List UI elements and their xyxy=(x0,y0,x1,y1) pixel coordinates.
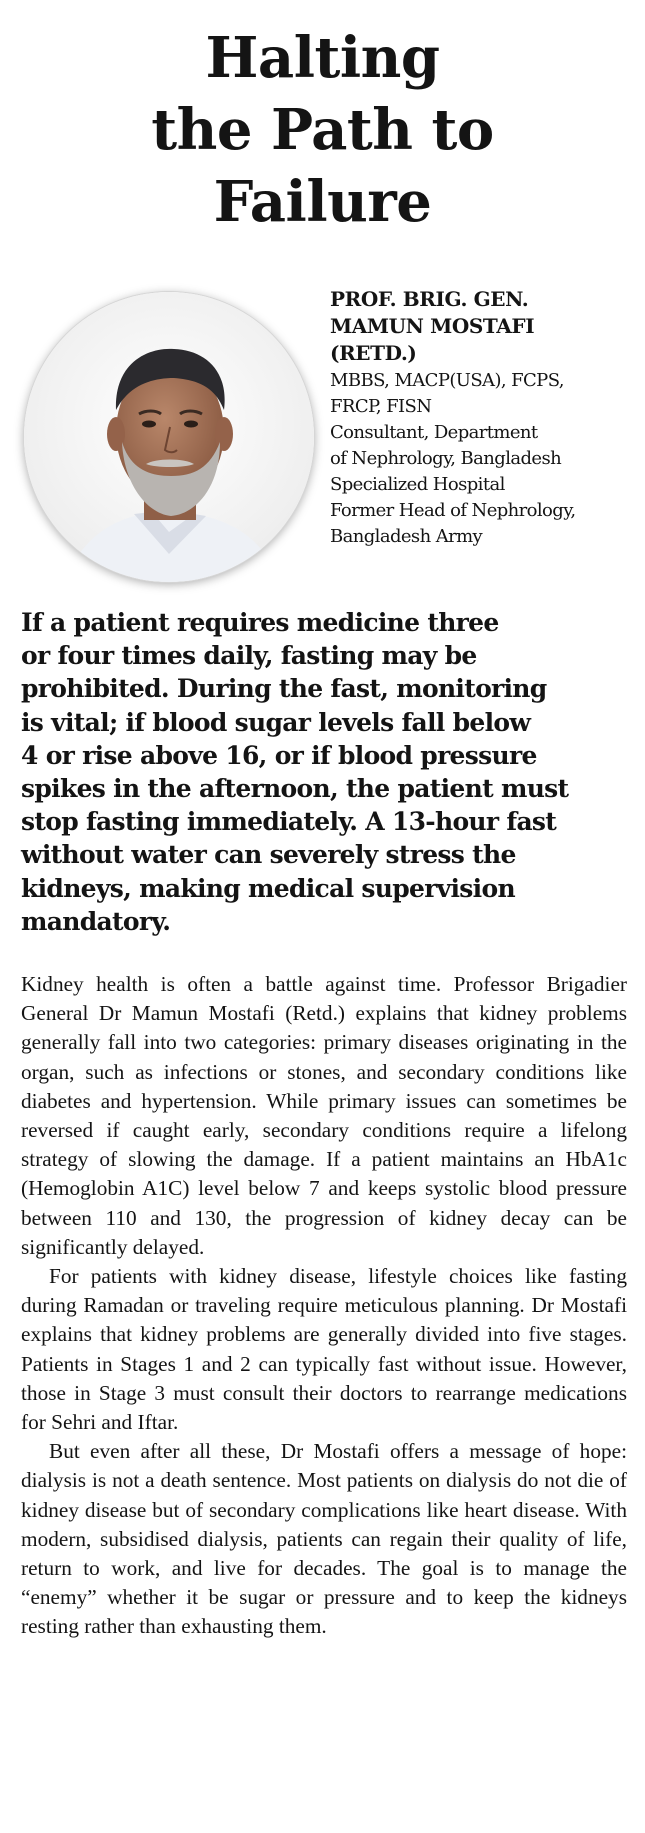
author-photo xyxy=(24,292,314,582)
credential-line: Former Head of Nephrology, xyxy=(330,500,576,521)
credential-line: MBBS, MACP(USA), FCPS, xyxy=(330,370,564,391)
body-paragraph-3: But even after all these, Dr Mostafi offers a message of hope: dialysis is not a death sentence. Most patients on dialysis do not die of kidney disease but of secondary complications like heart disease. With modern, subsidised dialysis, patients can regain their quality of life, return to work, and live for decades. The goal is to manage the “enemy” whether it be sugar or pressure and to keep the kidneys resting rather than exhausting them. xyxy=(21,1439,627,1639)
pull-quote-line: is vital; if blood sugar levels fall below xyxy=(21,707,531,737)
body-paragraph-1: Kidney health is often a battle against time. Professor Brigadier General Dr Mamun Mostafi (Retd.) explains that kidney problems generally fall into two categories: primary diseases originating in the organ, such as infections or stones, and secondary conditions like diabetes and hypertension. While primary issues can sometimes be reversed if caught early, secondary conditions require a lifelong strategy of slowing the damage. If a patient maintains an HbA1c (Hemoglobin A1C) level below 7 and keeps systolic blood pressure between 110 and 130, the progression of kidney decay can be significantly delayed. xyxy=(21,972,627,1259)
body-paragraph-2: For patients with kidney disease, lifestyle choices like fasting during Ramadan or traveling require meticulous planning. Dr Mostafi explains that kidney problems are generally divided into five stages. Patients in Stages 1 and 2 can typically fast without issue. However, those in Stage 3 must consult their doctors to rearrange medications for Sehri and Iftar. xyxy=(21,1264,627,1435)
pull-quote-line: mandatory. xyxy=(21,906,171,936)
pull-quote-line: If a patient requires medicine three xyxy=(21,608,499,637)
credential-line: Specialized Hospital xyxy=(330,474,505,495)
article-headline xyxy=(0,22,645,238)
author-portrait xyxy=(24,292,314,582)
pull-quote-line: stop fasting immediately. A 13-hour fast xyxy=(21,807,557,837)
headline-line-3: Failure xyxy=(213,169,432,235)
credential-line: Consultant, Department xyxy=(330,422,538,443)
headline-line-2: the Path to xyxy=(151,97,494,163)
credential-line: of Nephrology, Bangladesh xyxy=(330,448,562,469)
credential-line: FRCP, FISN xyxy=(330,396,432,417)
pull-quote-line: or four times daily, fasting may be xyxy=(21,641,477,671)
author-byline xyxy=(330,286,635,550)
pull-quote-line: 4 or rise above 16, or if blood pressure xyxy=(21,740,537,770)
pull-quote-line: prohibited. During the fast, monitoring xyxy=(21,674,547,704)
pull-quote xyxy=(21,606,631,938)
author-name-line-1: PROF. BRIG. GEN. xyxy=(330,287,529,311)
author-name-line-2: MAMUN MOSTAFI xyxy=(330,314,535,338)
author-name-line-3: (RETD.) xyxy=(330,341,417,365)
pull-quote-line: kidneys, making medical supervision xyxy=(21,873,515,903)
author-name xyxy=(330,286,635,367)
pull-quote-line: without water can severely stress the xyxy=(21,840,516,870)
credential-line: Bangladesh Army xyxy=(330,526,483,547)
author-credentials xyxy=(330,368,635,550)
pull-quote-line: spikes in the afternoon, the patient must xyxy=(21,774,569,804)
headline-line-1: Halting xyxy=(205,25,440,91)
article-body xyxy=(21,970,627,1642)
